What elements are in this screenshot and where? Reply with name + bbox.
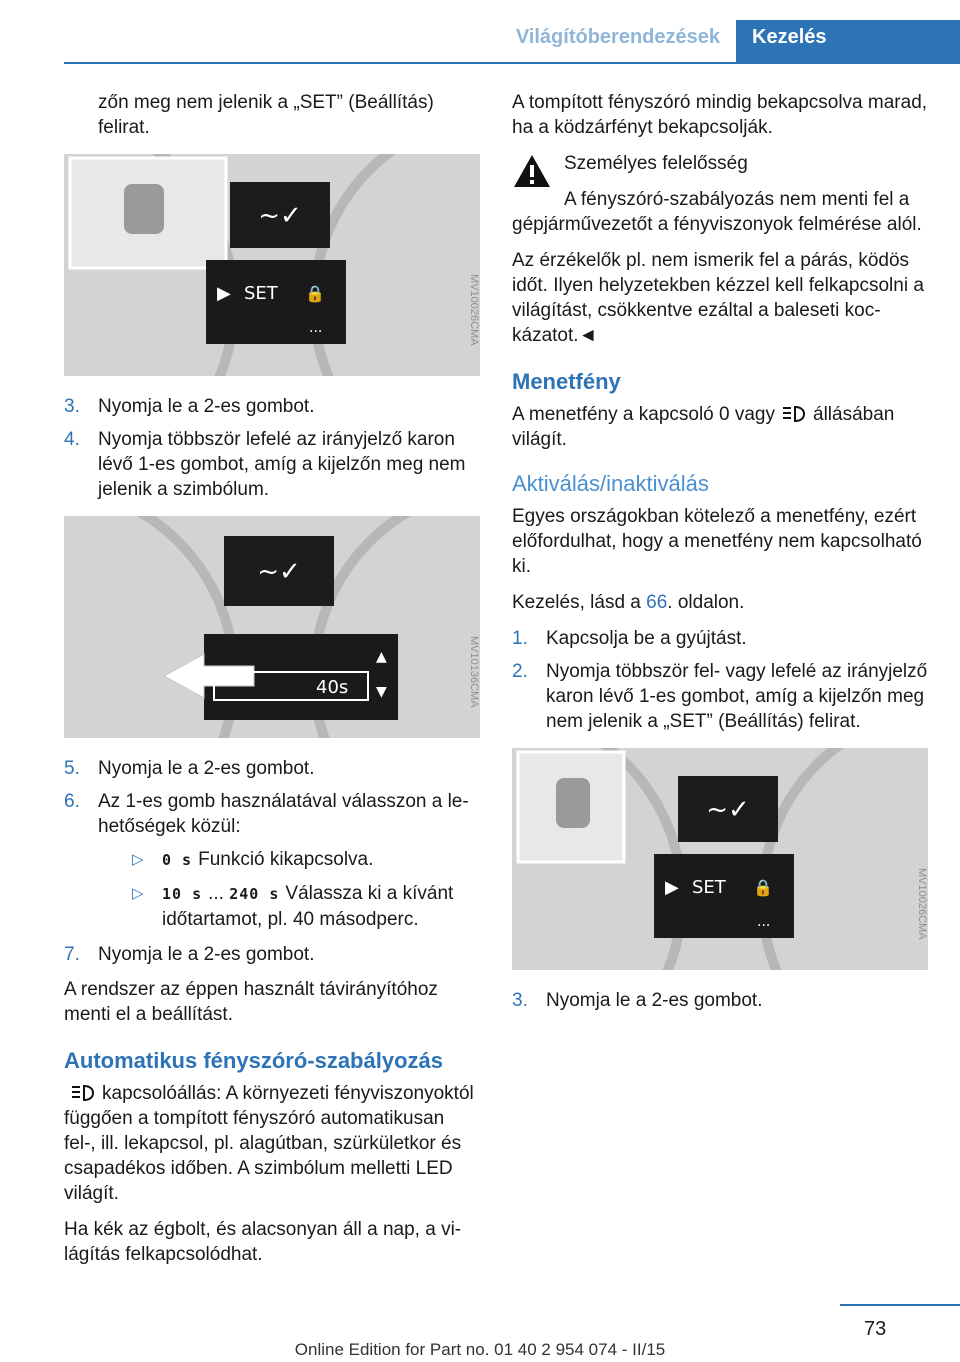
save-note: A rendszer az éppen használt távirányítóhoz menti el a beállítást. xyxy=(64,979,438,1025)
left-column xyxy=(64,90,480,1278)
fog-light-text: A tompított fényszóró mindig bekapcsolva marad, ha a ködzárfényt bekapcsolják. xyxy=(512,92,928,138)
option-item: ▷ 10 s ... 240 s Válassza ki a kívánt időtartamot, pl. 40 másodperc. xyxy=(132,883,454,930)
step-item: 1. Kapcsolja be a gyújtást. xyxy=(512,628,747,649)
figure-code: MV10026CMA xyxy=(916,868,928,940)
heading-auto-headlight: Automatikus fényszóró-szabályozás xyxy=(64,1048,443,1073)
option-list xyxy=(98,847,480,932)
header-chapter-tab: Kezelés xyxy=(736,20,960,62)
svg-text:🔒: 🔒 xyxy=(305,284,325,303)
set-label: SET xyxy=(692,877,726,898)
svg-text:🔒: 🔒 xyxy=(753,878,773,897)
footer-rule xyxy=(840,1304,960,1306)
svg-text:▶: ▶ xyxy=(217,283,231,304)
figure-code: MV10026CMA xyxy=(468,274,480,346)
heading-activation: Aktiválás/inaktiválás xyxy=(512,471,709,496)
set-display-illustration xyxy=(512,748,928,970)
steps-list-a xyxy=(64,394,480,502)
step-item: 4. Nyomja többször lefelé az irányjelző karon lévő 1-es gombot, amíg a kijelzőn meg nem jelenik a szimbólum. xyxy=(64,429,466,500)
step-item: 6. Az 1-es gomb használatával válasszon a lehetőségek közül: ▷ 0 s Funkció kikapcsolva. ▷ 10 s ... 240 s Válassza ki a kívánt időtartamot, pl. 40 másodperc. xyxy=(64,789,480,932)
option-item: ▷ 0 s Funkció kikapcsolva. xyxy=(132,849,374,870)
steps-list-right xyxy=(512,626,928,734)
figure-code: MV10136CMA xyxy=(468,636,480,708)
warning-triangle-icon xyxy=(512,153,552,189)
figure-set-display xyxy=(64,154,480,376)
activation-text: Egyes országokban kötelező a menetfény, ezért előfordulhat, hogy a menetfény nem kapcsolható ki. xyxy=(512,506,922,577)
page-link[interactable]: 66 xyxy=(646,592,668,613)
set-display-illustration xyxy=(64,154,480,376)
svg-text:~✓: ~✓ xyxy=(706,795,750,825)
duration-value: 40s xyxy=(316,677,349,698)
duration-display-illustration xyxy=(64,516,480,738)
step-item: 2. Nyomja többször fel- vagy lefelé az irányjelző karon lévő 1-es gombot, amíg a kijelzőn meg nem jelenik a „SET” (Beállítás) felirat. xyxy=(512,661,928,732)
right-column xyxy=(512,90,928,1023)
svg-text:~✓: ~✓ xyxy=(257,557,301,587)
figure-duration-display xyxy=(64,516,480,738)
auto-text: kapcsolóállás: A környezeti fényviszonyoktól függően a tompított fényszóró automatikusan fel-, ill. lekapcsol, pl. alagútban, szürkületkor és csapadékos időben. A szimbólum melletti LED világít. xyxy=(64,1083,474,1204)
svg-text:▲: ▲ xyxy=(376,649,387,665)
header-rule xyxy=(64,62,960,64)
edition-footer: Online Edition for Part no. 01 40 2 954 074 - II/15 xyxy=(294,1340,666,1359)
auto-headlight-icon xyxy=(70,1083,96,1103)
intro-text: zőn meg nem jelenik a „SET” (Beállítás) felirat. xyxy=(98,92,434,138)
auto-headlight-icon xyxy=(781,404,807,424)
step-item: 7. Nyomja le a 2-es gombot. xyxy=(64,944,315,965)
see-page-text: Kezelés, lásd a 66. oldalon. xyxy=(512,592,745,613)
steps-list-right-end xyxy=(512,988,928,1013)
figure-set-display-2 xyxy=(512,748,928,970)
steps-list-b xyxy=(64,756,480,932)
step-item: 5. Nyomja le a 2-es gombot. xyxy=(64,758,315,779)
daytime-lights-text: A menetfény a kapcsoló 0 vagy állásában világít. xyxy=(512,404,895,450)
warning-text: A fényszóró-szabályozás nem menti fel a gépjárművezetőt a fényviszonyok felmérése alól. xyxy=(512,189,922,235)
warning-block xyxy=(512,151,928,176)
svg-text:...: ... xyxy=(309,320,323,336)
auto-text-2: Ha kék az égbolt, és alacsonyan áll a nap, a világítás felkapcsolódhat. xyxy=(64,1219,462,1265)
step-item: 3. Nyomja le a 2-es gombot. xyxy=(64,396,315,417)
svg-text:▼: ▼ xyxy=(376,684,387,700)
svg-text:...: ... xyxy=(757,914,771,930)
page-header xyxy=(0,0,960,64)
heading-daytime-lights: Menetfény xyxy=(512,369,621,394)
header-section-title: Világítóberendezések xyxy=(515,26,720,48)
sensor-text: Az érzékelők pl. nem ismerik fel a párás, ködös időt. Ilyen helyzetekben kézzel kell felkapcsolni a világítást, csökkentve ezáltal a baleseti kockázatot.◄ xyxy=(512,250,924,346)
svg-text:~✓: ~✓ xyxy=(258,201,302,231)
step-item: 3. Nyomja le a 2-es gombot. xyxy=(512,990,763,1011)
warning-title: Személyes felelősség xyxy=(564,153,748,174)
svg-text:▶: ▶ xyxy=(665,877,679,898)
page-number: 73 xyxy=(864,1318,887,1340)
steps-list-c xyxy=(64,942,480,967)
set-label: SET xyxy=(244,283,278,304)
